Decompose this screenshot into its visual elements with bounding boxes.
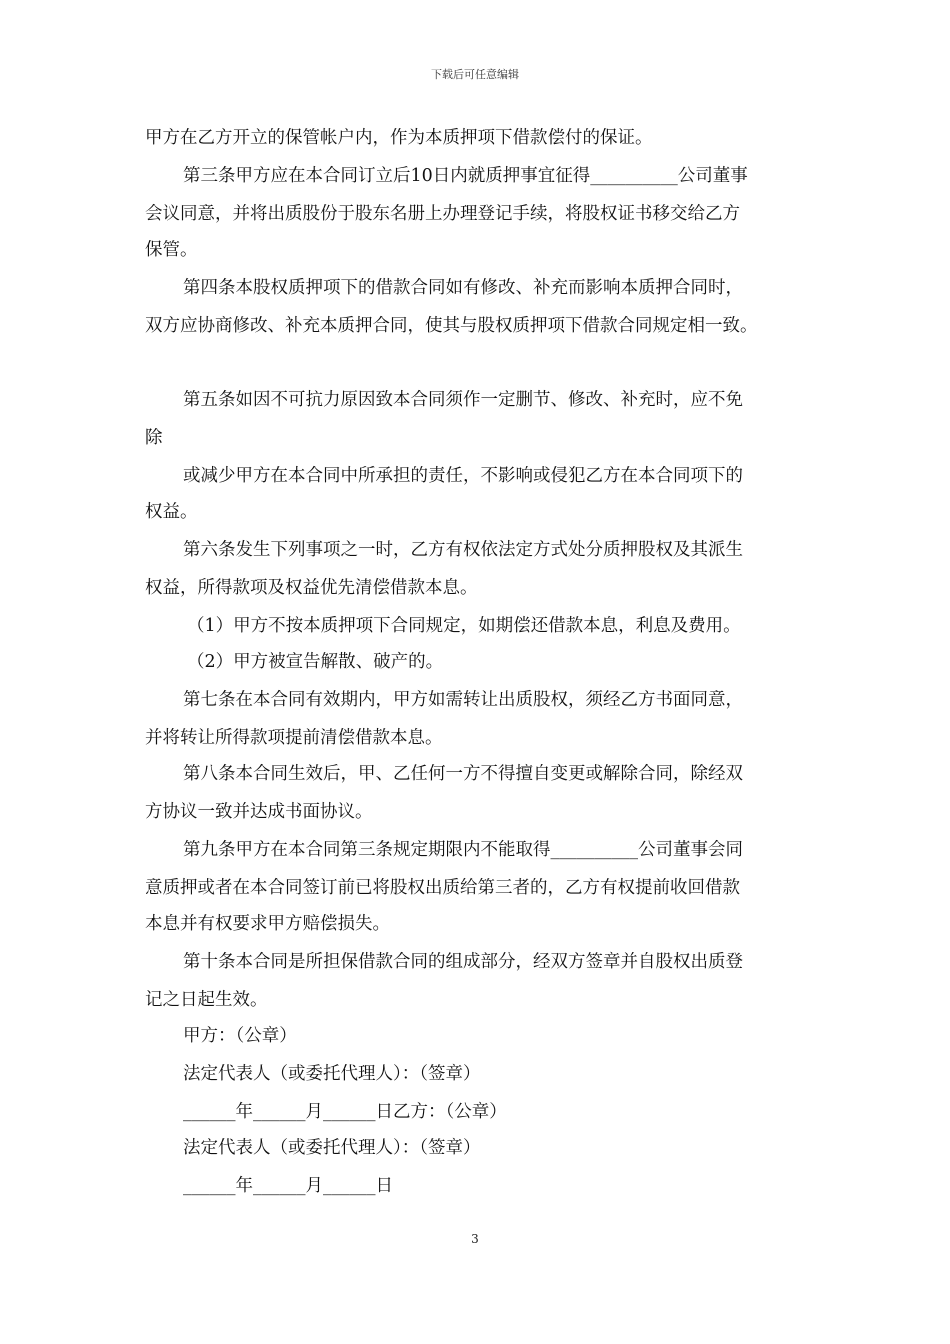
page-number: 3 bbox=[471, 1232, 479, 1246]
text-line: 除 bbox=[145, 428, 163, 448]
text-line: 会议同意，并将出质股份于股东名册上办理登记手续，将股权证书移交给乙方 bbox=[145, 204, 740, 224]
text-line: 第九条甲方在本合同第三条规定期限内不能取得__________公司董事会同 bbox=[183, 840, 743, 860]
text-line: 第十条本合同是所担保借款合同的组成部分，经双方签章并自股权出质登 bbox=[183, 952, 743, 972]
text-line: 权益，所得款项及权益优先清偿借款本息。 bbox=[145, 578, 478, 598]
text-line: 第六条发生下列事项之一时，乙方有权依法定方式处分质押股权及其派生 bbox=[183, 540, 743, 560]
text-line: 本息并有权要求甲方赔偿损失。 bbox=[145, 914, 390, 934]
text-line: 第八条本合同生效后，甲、乙任何一方不得擅自变更或解除合同，除经双 bbox=[183, 764, 743, 784]
text-line: 权益。 bbox=[145, 502, 198, 522]
text-line: 第七条在本合同有效期内，甲方如需转让出质股权，须经乙方书面同意， bbox=[183, 690, 743, 710]
text-line: 并将转让所得款项提前清偿借款本息。 bbox=[145, 728, 443, 748]
legal-representative-line: 法定代表人（或委托代理人）：（签章） bbox=[183, 1138, 481, 1158]
date-line: ______年______月______日乙方：（公章） bbox=[183, 1102, 507, 1122]
legal-representative-line: 法定代表人（或委托代理人）：（签章） bbox=[183, 1064, 481, 1084]
list-item: （1）甲方不按本质押项下合同规定，如期偿还借款本息，利息及费用。 bbox=[187, 616, 741, 636]
list-item: （2）甲方被宣告解散、破产的。 bbox=[187, 652, 444, 672]
text-line: 或减少甲方在本合同中所承担的责任，不影响或侵犯乙方在本合同项下的 bbox=[183, 466, 743, 486]
text-line: 保管。 bbox=[145, 240, 198, 260]
text-line: 意质押或者在本合同签订前已将股权出质给第三者的，乙方有权提前收回借款 bbox=[145, 878, 740, 898]
text-line: 第五条如因不可抗力原因致本合同须作一定删节、修改、补充时，应不免 bbox=[183, 390, 743, 410]
text-line: 第三条甲方应在本合同订立后10日内就质押事宜征得__________公司董事 bbox=[183, 166, 748, 186]
page-header: 下载后可任意编辑 bbox=[431, 68, 519, 81]
date-line: ______年______月______日 bbox=[183, 1176, 393, 1196]
signature-party-a: 甲方：（公章） bbox=[183, 1026, 297, 1046]
text-line: 甲方在乙方开立的保管帐户内，作为本质押项下借款偿付的保证。 bbox=[145, 128, 653, 148]
text-line: 记之日起生效。 bbox=[145, 990, 268, 1010]
text-line: 方协议一致并达成书面协议。 bbox=[145, 802, 373, 822]
text-line: 双方应协商修改、补充本质押合同，使其与股权质押项下借款合同规定相一致。 bbox=[145, 316, 758, 336]
text-line: 第四条本股权质押项下的借款合同如有修改、补充而影响本质押合同时， bbox=[183, 278, 743, 298]
